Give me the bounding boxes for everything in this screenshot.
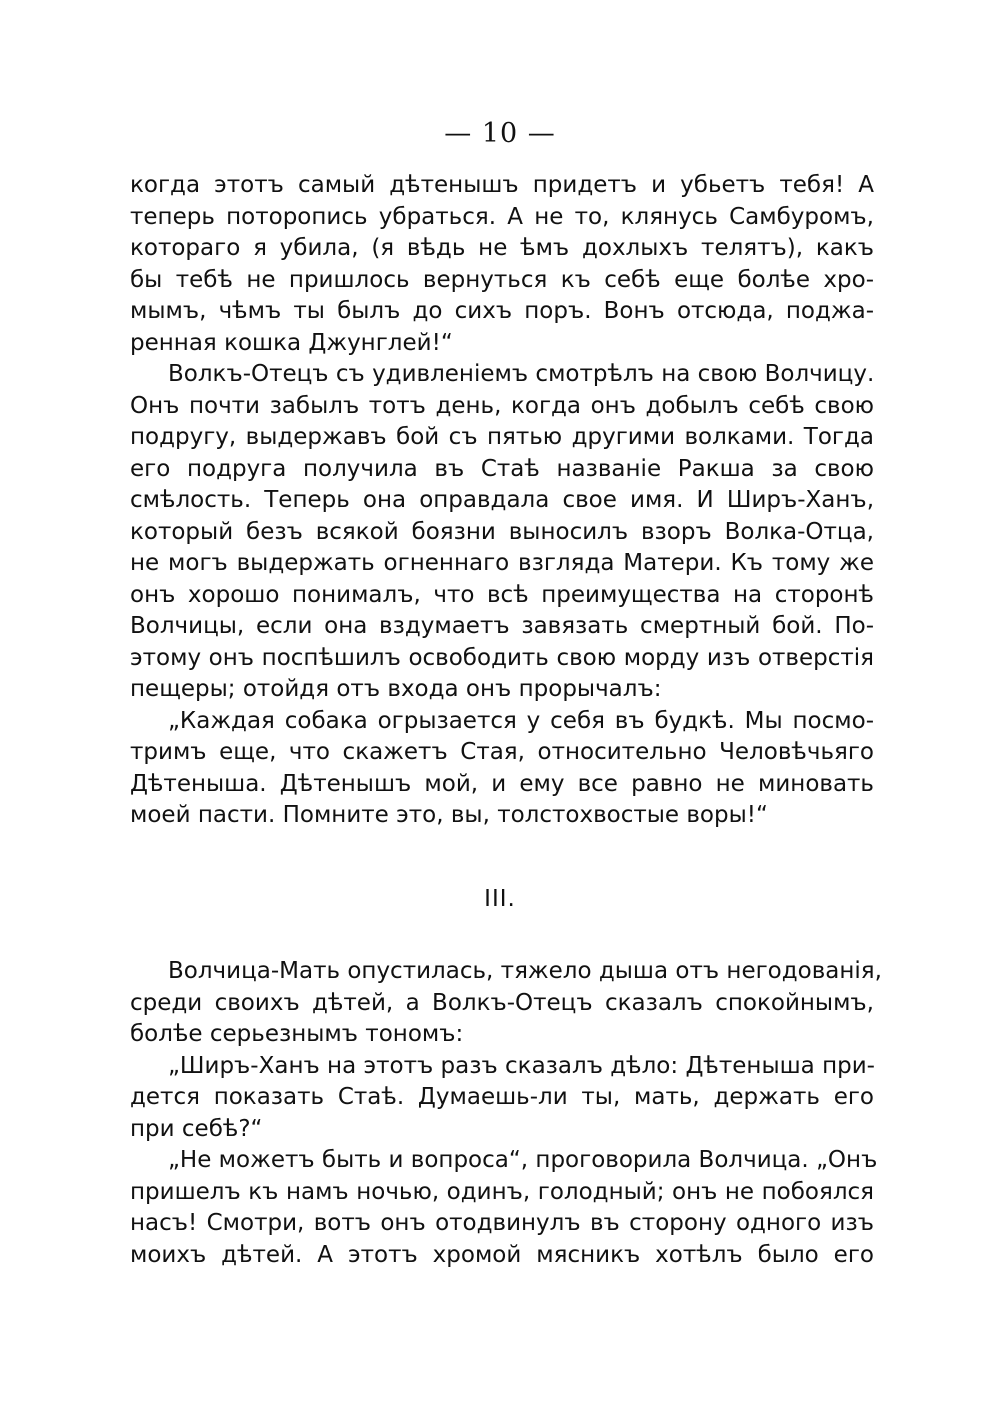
text-line: Волкъ-Отецъ съ удивленіемъ смотрѣлъ на свою Волчицу. [168, 361, 875, 387]
text-line: смѣлость. Теперь она оправдала свое имя. И Ширъ-Ханъ, [130, 487, 874, 513]
text-block-bottom [130, 956, 882, 1271]
text-line: его подруга получила въ Стаѣ названіе Ракша за свою [130, 455, 874, 482]
text-line: этому онъ поспѣшилъ освободить свою морду изъ отверстія [130, 644, 874, 671]
text-line: болѣе серьезнымъ тономъ: [130, 1021, 464, 1047]
text-line: при себѣ?“ [130, 1115, 263, 1142]
text-line: Волчица-Мать опустилась, тяжело дыша отъ негодованія, [168, 958, 882, 984]
text-line: „Ширъ-Ханъ на этотъ разъ сказалъ дѣло: Дѣтеныша при- [168, 1052, 875, 1079]
text-line: „Каждая собака огрызается у себя въ будкѣ. Мы посмо- [168, 707, 874, 734]
text-line: бы тебѣ не пришлось вернуться къ себѣ еще болѣе хро- [130, 266, 874, 293]
text-line: насъ! Смотри, вотъ онъ отодвинулъ въ сторону одного изъ [130, 1210, 874, 1236]
page-number: — 10 — [444, 118, 556, 149]
text-line: дется показать Стаѣ. Думаешь-ли ты, мать, держать его [130, 1084, 874, 1110]
text-line: когда этотъ самый дѣтенышъ придетъ и убьетъ тебя! А [130, 172, 874, 198]
text-line: Дѣтеныша. Дѣтенышъ мой, и ему все равно не миновать [130, 770, 874, 797]
text-line: Онъ почти забылъ тотъ день, когда онъ добылъ себѣ свою [130, 392, 874, 419]
section-heading: III. [484, 886, 516, 912]
text-line: не могъ выдержать огненнаго взгляда Матери. Къ тому же [130, 550, 874, 576]
text-line: теперь поторопись убраться. А не то, клянусь Самбуромъ, [130, 203, 874, 230]
text-line: среди своихъ дѣтей, а Волкъ-Отецъ сказалъ спокойнымъ, [130, 989, 874, 1016]
text-line: мымъ, чѣмъ ты былъ до сихъ поръ. Вонъ отсюда, поджа- [130, 298, 874, 324]
text-line: ренная кошка Джунглей!“ [130, 329, 453, 356]
text-line: „Не можетъ быть и вопроса“, проговорила Волчица. „Онъ [168, 1147, 878, 1173]
text-line: пришелъ къ намъ ночью, одинъ, голодный; онъ не побоялся [130, 1178, 874, 1205]
text-block-top [130, 170, 874, 832]
text-line: моей пасти. Помните это, вы, толстохвостые воры!“ [130, 802, 768, 828]
text-line: пещеры; отойдя отъ входа онъ прорычалъ: [130, 676, 662, 702]
text-line: онъ хорошо понималъ, что всѣ преимущества на сторонѣ [130, 581, 874, 608]
text-line: котораго я убила, (я вѣдь не ѣмъ дохлыхъ телятъ), какъ [130, 235, 874, 261]
text-line: подругу, выдержавъ бой съ пятью другими волками. Тогда [130, 424, 874, 450]
text-line: который безъ всякой боязни выносилъ взоръ Волка-Отца, [130, 518, 874, 545]
text-line: моихъ дѣтей. А этотъ хромой мясникъ хотѣлъ было его [130, 1241, 874, 1268]
text-line: тримъ еще, что скажетъ Стая, относительно Человѣчьяго [130, 739, 874, 765]
text-line: Волчицы, если она вздумаетъ завязать смертный бой. По- [130, 613, 874, 639]
